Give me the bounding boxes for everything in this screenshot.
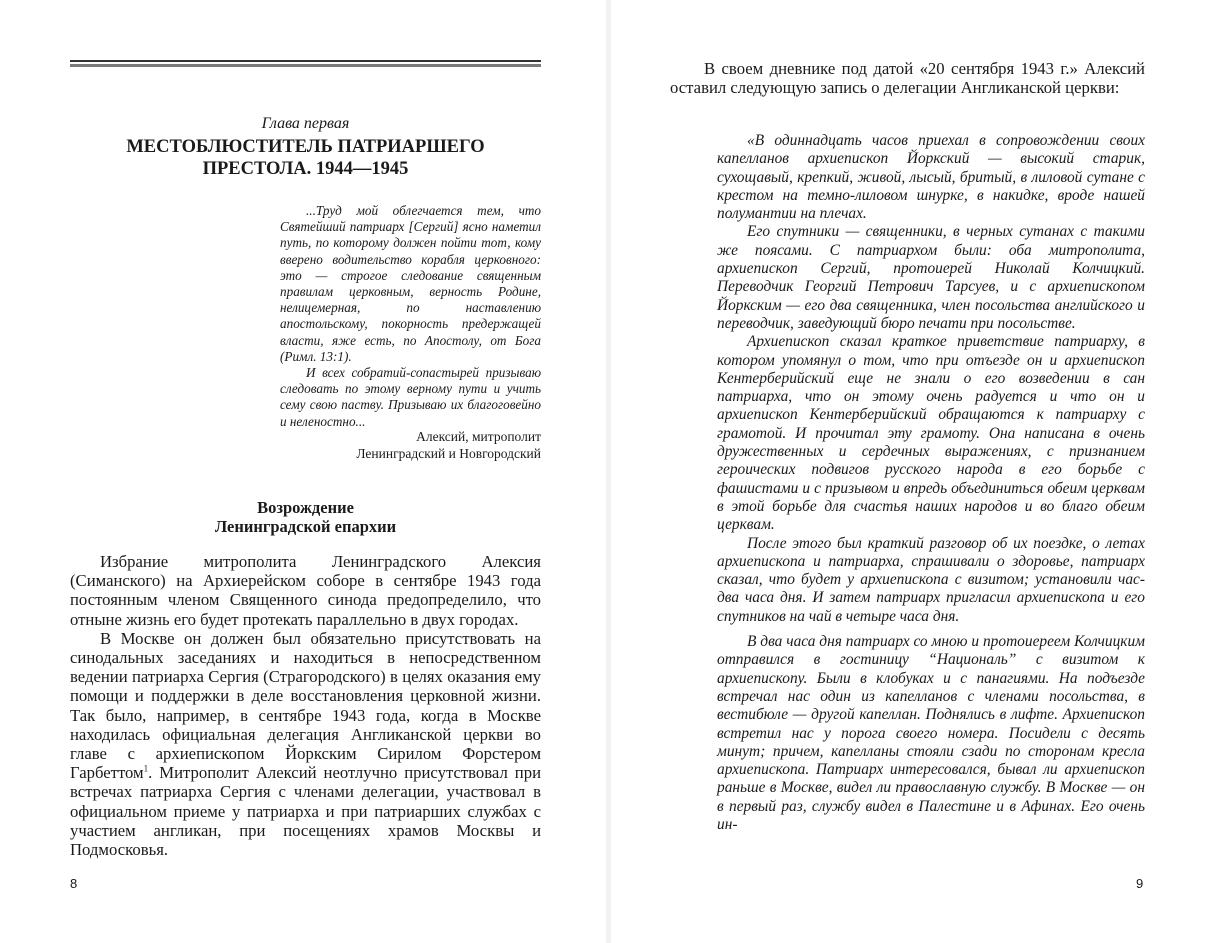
signature-line: Алексий, митрополит [416,429,541,444]
page-number: 9 [1136,876,1144,891]
epigraph-signature [280,429,541,462]
epigraph-paragraph: ...Труд мой облегчается тем, что Святейший патриарх [Сергий] ясно наметил путь, по которому должен пойти тот, кому вверено водительство корабля церковного: это — строгое следование священным правилам церковным, верность Родине, нелицемерная, по наставлению апостольскому, покорность предержащей власти, яже есть, по Апостолу, от Бога (Римл. 13:1). [280,203,541,364]
signature-line: Ленинградский и Новгородский [356,445,541,461]
header-rule-thick [70,64,541,67]
intro-paragraph: В своем дневнике под датой «20 сентября 1943 г.» Алексий оставил следующую запись о делегации Англиканской церкви: [670,59,1145,98]
body-text-span: В Москве он должен был обязательно присутствовать на синодальных заседаниях и находиться в непосредственном ведении патриарха Сергия (Страгородского) в целях оказания ему помощи и поддержки в деле восстановления церковной жизни. Так было, например, в сентябре 1943 года, когда в Москве находилась официальная делегация Англиканской церкви во главе с архиепископом Йоркским Сирилом Форстером Гарбеттом [70,628,541,783]
chapter-title [70,136,541,180]
section-title [70,498,541,536]
page-number: 8 [70,876,78,891]
quote-paragraph: Его спутники — священники, в черных сутанах с такими же поясами. С патриархом были: оба митрополита, архиепископ Сергий, протоиерей Николай Колчицкий. Переводчик Георгий Петрович Тарсуев, и с архиепископом Йоркским — его два священника, член посольства английского и переводчик, заведующий бюро печати при посольстве. [717,223,1145,332]
quote-paragraph: Архиепископ сказал краткое приветствие патриарху, в котором упомянул о том, что при отъезде он и архиепископ Кентерберийский еще не знали о его возведении в сан патриарха, что он этому очень радуется и что он и архиепископ Кентерберийский обращаются к патриарху с грамотой. И прочитал эту грамоту. Она написана в очень дружественных и сердечных выражениях, с признанием героических подвигов русского народа в его борьбе с фашистами и с призывом и впредь объединиться обеим церквам в этой борьбе для счастья наших народов и во благо обеим церквам. [717,333,1145,534]
footnote-marker[interactable]: 1 [143,763,149,774]
body-text [70,552,541,859]
intro-paragraph-block [670,59,1145,97]
body-paragraph [70,629,541,859]
diary-quote [717,132,1145,834]
section-title-line: Ленинградской епархии [214,517,397,536]
body-paragraph: Избрание митрополита Ленинградского Алексия (Симанского) на Архиерейском соборе в сентябре 1943 года постоянным членом Священного синода предопределило, что отныне жизнь его будет протекать параллельно в двух городах. [70,552,541,629]
section-title-line: Возрождение [257,498,354,517]
quote-paragraph: «В одиннадцать часов приехал в сопровождении своих капелланов архиепископ Йоркский — высокий старик, сухощавый, крепкий, живой, лысый, бритый, в лиловой сутане с крестом на темно-лиловом шнурке, в накидке, вроде нашей полумантии на плечах. [717,132,1145,223]
chapter-label: Глава первая [261,115,350,132]
quote-paragraph: В два часа дня патриарх со мною и протоиереем Колчицким отправился в гостиницу “Националь” с визитом к архиепископу. Были в клобуках и с панагиями. На подъезде встречал нас один из капелланов с членами посольства, в вестибюле — другой капеллан. Поднялись в лифте. Архиепископ встретил нас у порога своего номера. Посидели с десять минут; причем, капелланы стояли сзади по сторонам кресла архиепископа. Патриарх интересовался, бывал ли архиепископ раньше в Москве, видел ли православную службу. В Москве — он в первый раз, службу видел в Палестине и в Афинах. Его очень ин- [717,633,1145,833]
chapter-title-line: МЕСТОБЛЮСТИТЕЛЬ ПАТРИАРШЕГО [126,137,485,157]
header-rule-thin [70,60,541,62]
left-page [0,0,606,943]
epigraph-paragraph: И всех собратий-сопастырей призываю следовать по этому верному пути и учить сему свою паству. Призываю их благоговейно и неленостно... [280,365,541,429]
body-text-span: . Митрополит Алексий неотлучно присутствовал при встречах патриарха Сергия с членами делегации, участвовал в официальном приеме у патриарха и при патриарших службах с участием англикан, при посещениях храмов Москвы и Подмосковья. [70,763,541,860]
epigraph [280,203,541,430]
chapter-title-line: ПРЕСТОЛА. 1944—1945 [202,159,409,179]
book-gutter [606,0,611,943]
quote-paragraph: После этого был краткий разговор об их поездке, о летах архиепископа и патриарха, спрашивали о здоровье, патриарх сказал, что будет у архиепископа с визитом; установили час-два часа дня. И затем патриарх пригласил архиепископа и его спутников на чай в четыре часа дня. [717,534,1145,625]
